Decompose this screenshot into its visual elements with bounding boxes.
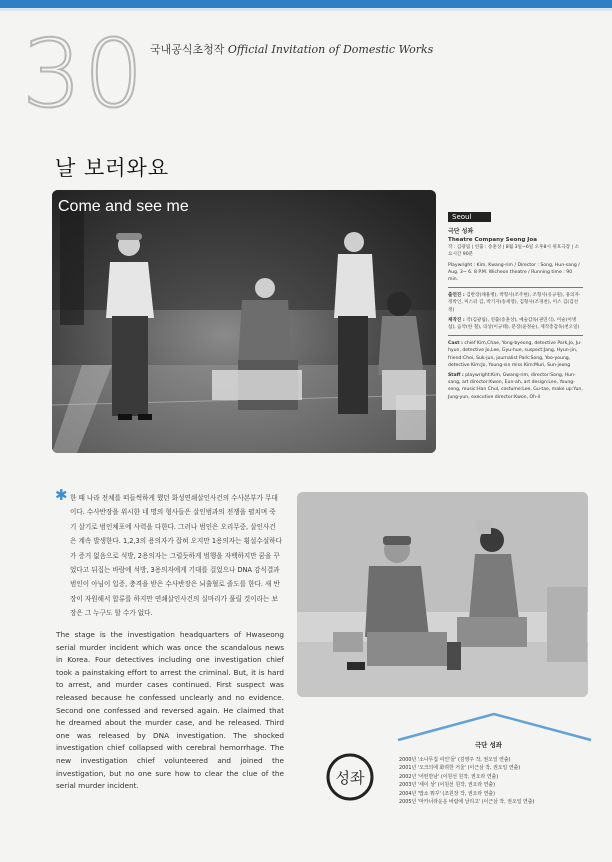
company-name-ko: 극단 성좌 [448, 228, 474, 236]
cast-ko: 김반장(채용병), 박형사(조주현), 조형사(유규원), 용의자·정박인, 미스터 김, 박기자(송세영), 김형사(조경찬), 미스 김(김선정) [448, 293, 581, 313]
page-title: 날 보러와요 [55, 156, 170, 180]
stage-scene-illustration [52, 190, 436, 453]
company-history [397, 712, 592, 832]
history-item: 2005년 '마카너라운운 바람에 날리고' (이근삼 작, 권오일 연출) [399, 799, 535, 806]
staff-en-label: Staff : [448, 373, 464, 379]
staff-ko-block [448, 317, 583, 331]
synopsis-en: The stage is the investigation headquarters of Hwaseong serial murder incident which was once the scandalous news in Korea. Four detectives including one investigation chief took a painstaking effort to arrest the criminal. But, it is hard to arrest, and murder cases continued. First suspect was released because he confessed unclearly and no evidence. Second one confessed and reversed again. He claimed that he dreamed about the murder case, and he released. Third one was released by DNA investigation. The shocked investigation chief collapsed with cerebral hemorrhage. The new investigation chief volunteered and joined the investigation, but no one sure how to clear the clue of the serial murder incident. [56, 630, 284, 791]
hero-stage-photo [52, 190, 436, 453]
cast-en-label: Cast : [448, 341, 463, 347]
roof-shape-decoration [397, 712, 592, 742]
top-color-bar [0, 0, 612, 8]
cast-ko-label: 출연진 : [448, 293, 465, 299]
history-title: 극단 성좌 [475, 741, 502, 749]
scene-photo-illustration [297, 492, 588, 697]
cast-en-block [448, 340, 583, 369]
divider [448, 287, 583, 288]
history-list [399, 756, 594, 806]
history-item: 2002년 '어떤만남' (이원선 원작, 권오라 연출) [399, 773, 499, 780]
staff-ko-label: 제작진 : [448, 317, 465, 323]
city-badge: Seoul [448, 212, 491, 222]
section-heading-en: Official Invitation of Domestic Works [227, 43, 434, 56]
asterisk-icon: ✱ [55, 486, 68, 504]
company-seal-logo [325, 752, 375, 802]
top-color-bar-light [0, 8, 612, 11]
page-number: 30 [22, 20, 146, 129]
history-item: 2000년 '소나무집 여인'들' (김영주 작, 권오일 연출) [399, 757, 511, 763]
synopsis-ko: 한 때 나라 전체를 떠들썩하게 했던 화성연쇄살인사건의 수사본부가 무대이다. 수사반장을 위시한 네 명의 형사들은 살인범과의 전쟁을 펼치며 죽기 살기로 범인체포에 사력을 다한다. 그러나 범인은 오리무중, 살인사건은 계속 발생한다. 1,2,3의 용의자가 잡혀 오지만 1용의자는 횡설수설하다가 증거 없음으로 석방, 2용의자는 그럴듯하게 범행을 자백하지만 꿈을 꾸었다고 뒤집는 바람에 석방, 3용의자에게 기대를 걸었으나 DNA 감식결과 범인이 아님이 입증, 충격을 받은 수사반장은 뇌출혈로 졸도를 한다. 새 반장이 자원해서 합류를 하지만 연쇄살인사건의 실마리가 풀릴 것이라는 보장은 그 누구도 할 수가 없다. [70, 494, 282, 618]
credits-ko: 작 : 김광림 | 연출 : 송훈상 | 8월 3일~6일 오후8시 위호극장 | 소요시간 90분 [448, 245, 580, 258]
scene-photo [297, 492, 588, 697]
history-item: 2001년 '오크의에 화려한 거울' (이근삼 작, 권오일 연출) [399, 765, 521, 772]
cast-en: chief Kim,Chae, Yong-byeong, detective Park,Jo, Ju-hyun, detective Jo,Lee, Gyu-hue, suspect:Jang, Hyun-jin, friend:Choi, Suk-jun, journalist Park:Song, Yoo-young, detective Kim:Jo, Young-sin miss Kim:Muri, Sun-jeong [448, 341, 582, 368]
history-item: 2004년 '맙소 뭐꾸' (조원장 작, 권오라 연출) [399, 790, 495, 797]
section-heading-ko: 국내공식초청작 [150, 43, 225, 56]
divider [448, 335, 583, 336]
hero-title: Come and see me [58, 198, 189, 215]
staff-en-block [448, 372, 583, 401]
cast-ko-block [448, 292, 583, 314]
staff-ko: 작(김광림), 연출(송훈상), 예술감독(권연식), 미술(이병섭), 음악(한 철), 의상(이규태), 분장(윤정순), 제작총감독(천오일) [448, 317, 580, 331]
history-item: 2003년 '세이 상' (이원선 원작, 권오라 연출) [399, 782, 495, 789]
section-heading [150, 41, 433, 57]
production-info [448, 212, 583, 404]
seal-text: 성좌 [335, 769, 365, 787]
staff-en: playwright:Kim, Gwang-rim, director:Song, Hun-sang, art director:Kwon, Eun-ah, art design:Lee, Young-seng, music:Han Chul, costume:Lee, Gu-tae, make up:Yun, Jung-yun, executive director:Kwon, Oh-il [448, 373, 583, 400]
credits-en: Playwright : Kim, Kwang-rim / Director : Song, Hun-sang / Aug. 3~ 6. 8 P.M. Wicheon theatre / Running time : 90 min. [448, 262, 580, 283]
company-name-en: Theatre Company Seong Joa [448, 237, 537, 244]
